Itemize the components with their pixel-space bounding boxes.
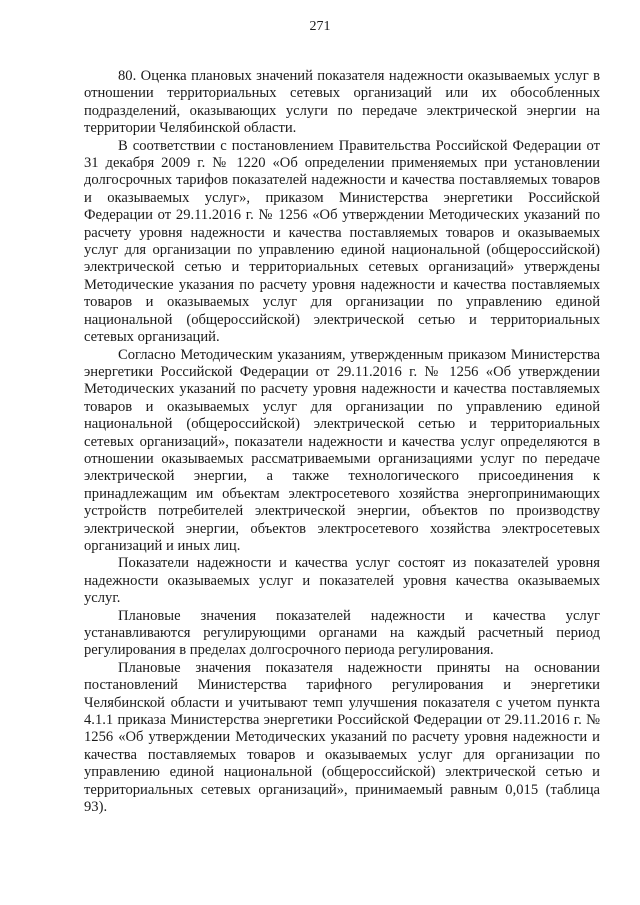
page-number: 271	[309, 19, 331, 34]
paragraph-legal-basis: В соответствии с постановлением Правительства Российской Федерации от 31 декабря 2009 г. № 1220 «Об определении применяемых при установлении долгосрочных тарифов показателей надежности и качества поставляемых товаров и оказываемых услуг», приказом Министерства энергетики Российской Федерации от 29.11.2016 г. № 1256 «Об утверждении Методических указаний по расчету уровня надежности и качества поставляемых товаров и оказываемых услуг для организации по управлению единой национальной (общероссийской) электрической сетью и территориальных сетевых организаций» утверждены Методические указания по расчету уровня надежности и качества поставляемых товаров и оказываемых услуг для организации по управлению единой национальной (общероссийской) электрической сетью и территориальных сетевых организаций.	[84, 137, 600, 346]
paragraph-indicator-composition: Показатели надежности и качества услуг состоят из показателей уровня надежности оказываемых услуг и показателей уровня качества оказываемых услуг.	[84, 555, 600, 607]
paragraph-planned-values-basis: Плановые значения показателя надежности приняты на основании постановлений Министерства тарифного регулирования и энергетики Челябинской области и учитывают темп улучшения показателя с учетом пункта 4.1.1 приказа Министерства энергетики Российской Федерации от 29.11.2016 г. № 1256 «Об утверждении Методических указаний по расчету уровня надежности и качества поставляемых товаров и оказываемых услуг для организации по управлению единой национальной (общероссийской) электрической сетью и территориальных сетевых организаций», принимаемый равным 0,015 (таблица 93).	[84, 659, 600, 816]
paragraph-methodology: Согласно Методическим указаниям, утвержденным приказом Министерства энергетики Российской Федерации от 29.11.2016 г. № 1256 «Об утверждении Методических указаний по расчету уровня надежности и качества поставляемых товаров и оказываемых услуг для организации по управлению единой национальной (общероссийской) электрической сетью и территориальных сетевых организаций», показатели надежности и качества услуг определяются в отношении оказываемых рассматриваемыми организациями услуг по передаче электрической энергии, а также технологического присоединения к принадлежащим им объектам электросетевого хозяйства энергопринимающих устройств потребителей электрической энергии, объектов по производству электрической энергии, объектов электросетевого хозяйства электросетевых организаций и иных лиц.	[84, 346, 600, 554]
paragraph-section-80-heading: 80. Оценка плановых значений показателя надежности оказываемых услуг в отношении территориальных сетевых организаций или их обособленных подразделений, оказывающих услуги по передаче электрической энергии на территории Челябинской области.	[84, 68, 600, 137]
paragraph-planned-values-setting: Плановые значения показателей надежности и качества услуг устанавливаются регулирующими органами на каждый расчетный период регулирования в пределах долгосрочного периода регулирования.	[84, 607, 600, 659]
document-body	[84, 68, 600, 816]
